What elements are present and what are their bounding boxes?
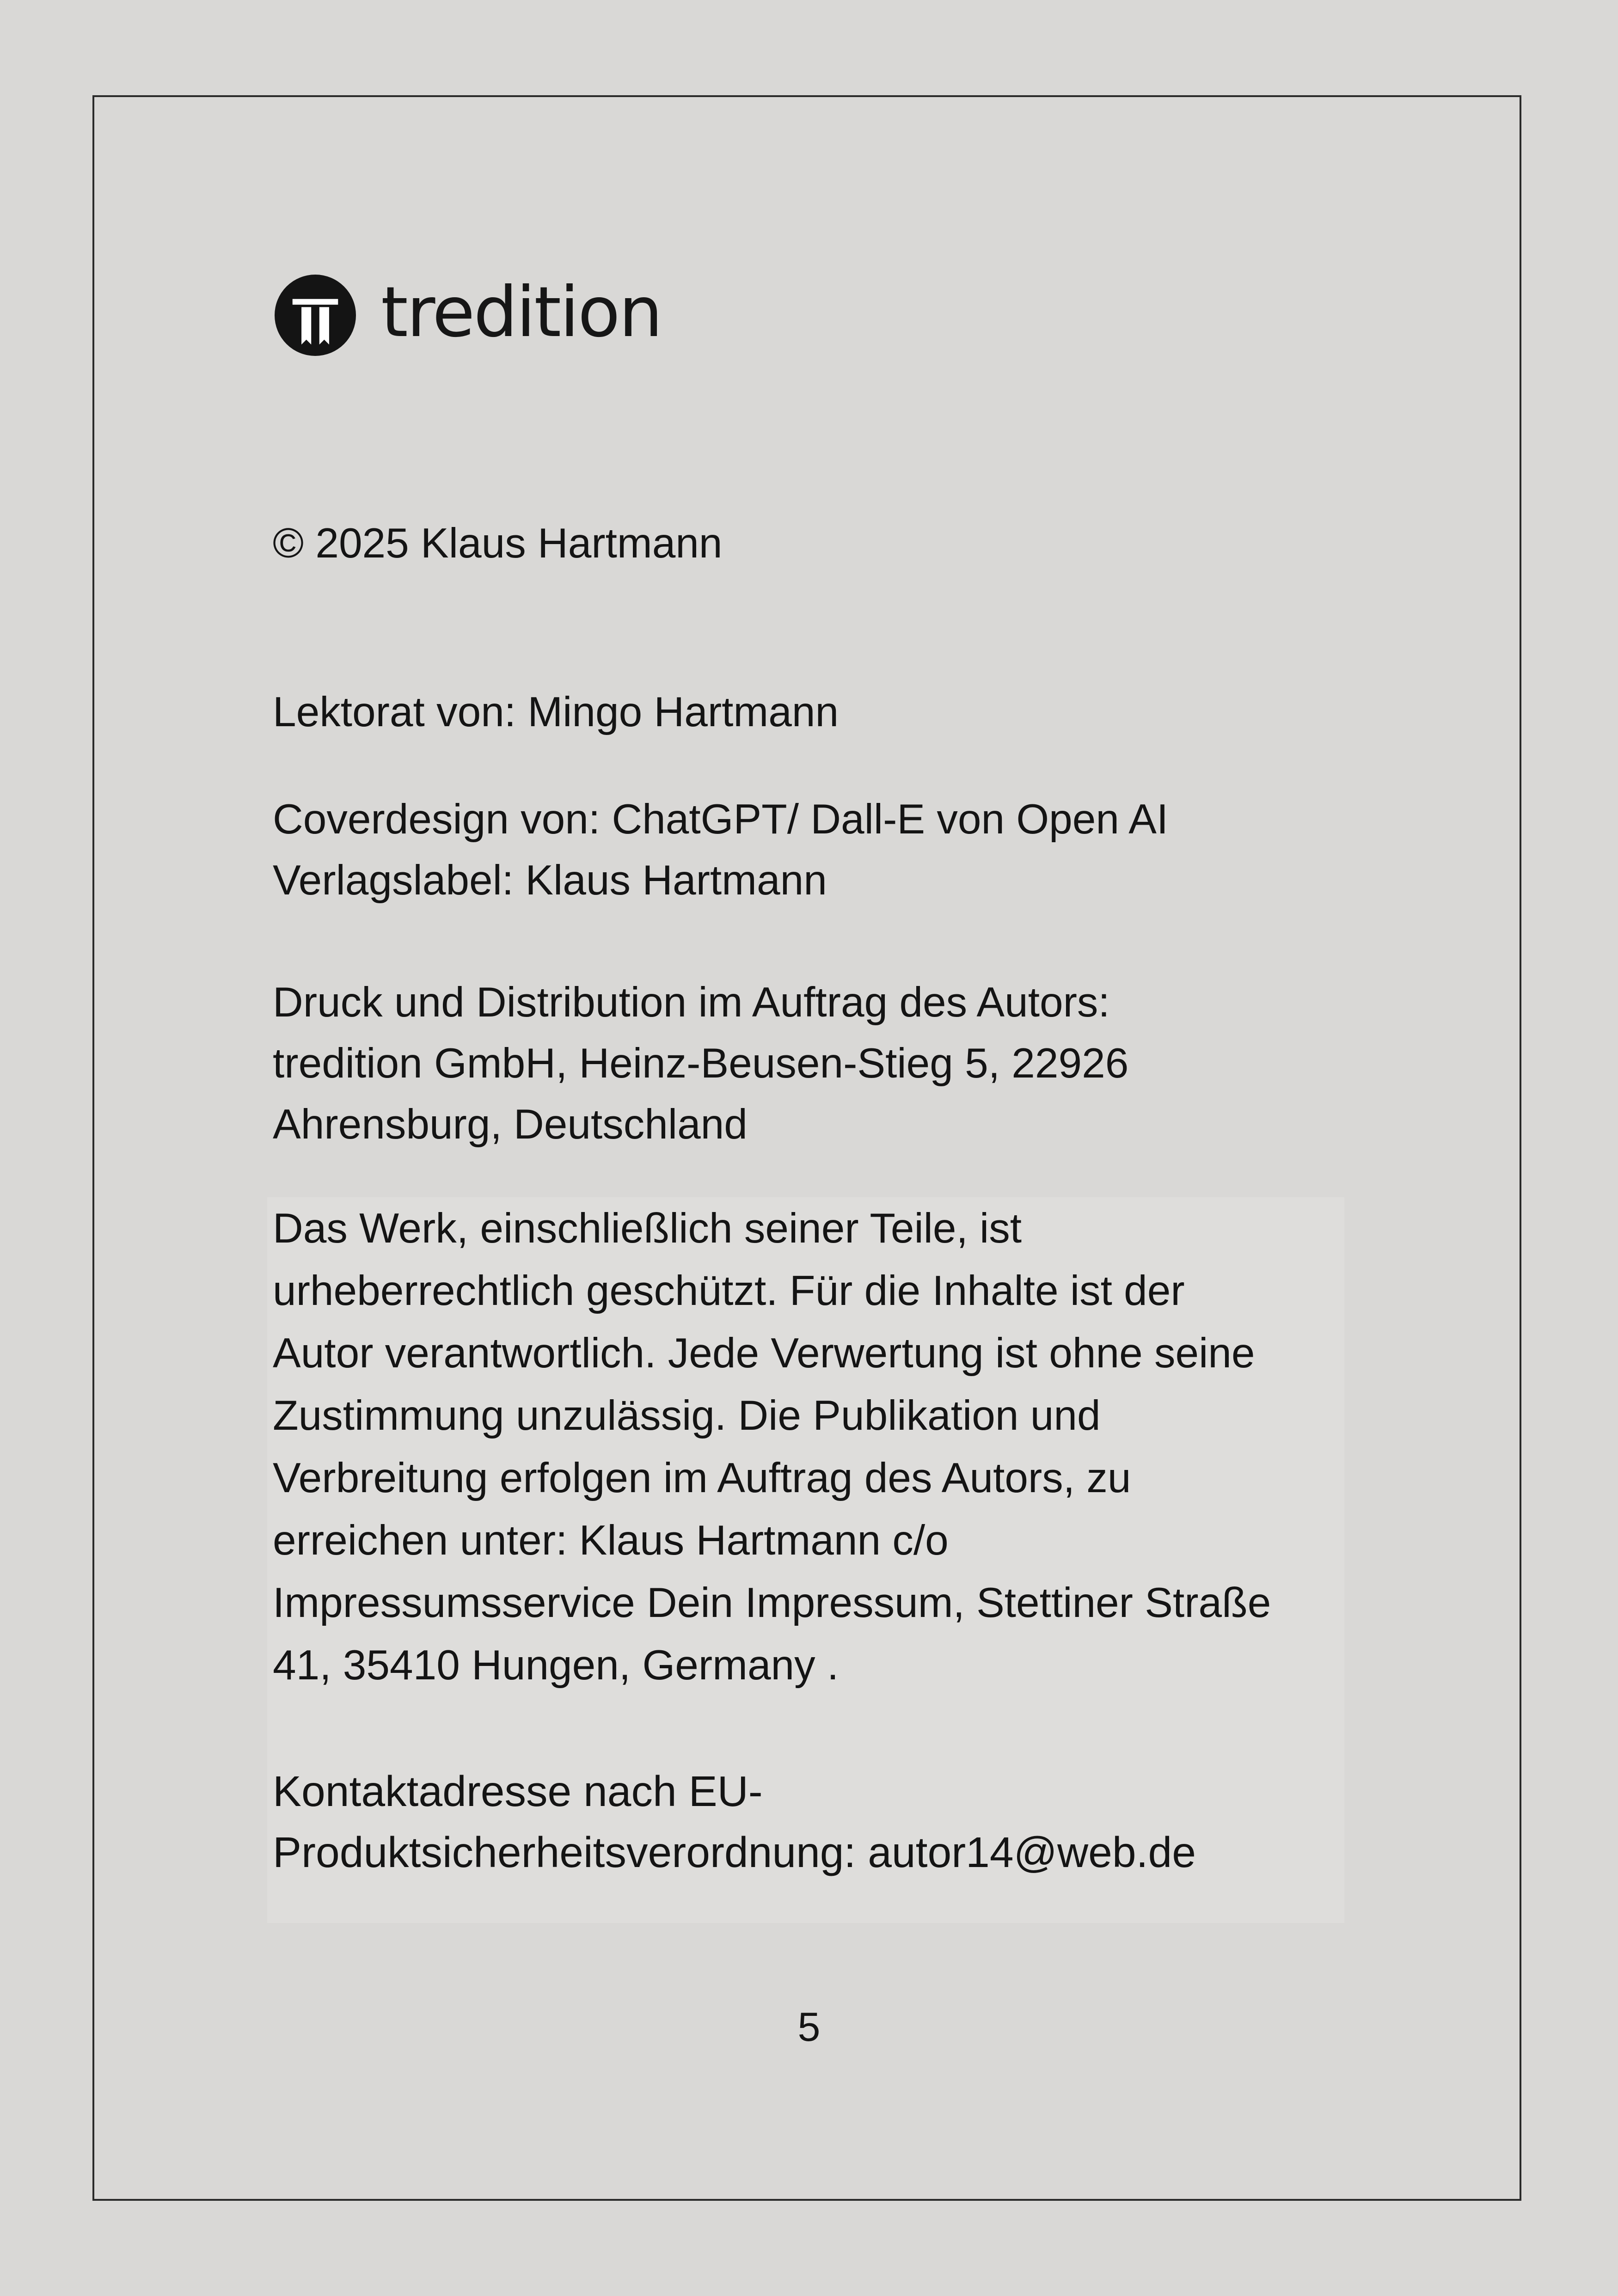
contact-address-block	[273, 1761, 1196, 1883]
text-line: tredition GmbH, Heinz-Beusen-Stieg 5, 22926	[273, 1040, 1129, 1087]
logo-wordmark: tredition	[381, 272, 662, 353]
print-distribution-block	[273, 972, 1128, 1155]
tredition-logo-icon	[275, 275, 356, 356]
copyright-notice-block	[273, 1197, 1271, 1696]
text-line: Autor verantwortlich. Jede Verwertung ist ohne seine	[273, 1330, 1255, 1377]
text-line: Zustimmung unzulässig. Die Publikation und	[273, 1392, 1101, 1439]
text-line: 41, 35410 Hungen, Germany .	[273, 1642, 839, 1689]
publisher-logo	[275, 274, 662, 357]
text-line: Das Werk, einschließlich seiner Teile, ist	[273, 1205, 1022, 1252]
text-line: urheberrechtlich geschützt. Für die Inhalte ist der	[273, 1267, 1185, 1314]
text-line: erreichen unter: Klaus Hartmann c/o	[273, 1517, 949, 1564]
text-line: Verbreitung erfolgen im Auftrag des Autors, zu	[273, 1455, 1131, 1501]
text-line: Impressumsservice Dein Impressum, Stettiner Straße	[273, 1580, 1271, 1626]
lektorat-line: Lektorat von: Mingo Hartmann	[273, 689, 839, 735]
text-line: Ahrensburg, Deutschland	[273, 1101, 748, 1148]
text-line: Kontaktadresse nach EU-	[273, 1767, 763, 1815]
page-number: 5	[797, 2004, 821, 2050]
cover-credits	[273, 789, 1168, 911]
text-line: Druck und Distribution im Auftrag des Autors:	[273, 979, 1110, 1026]
publisher-label-line: Verlagslabel: Klaus Hartmann	[273, 857, 827, 904]
copyright-line: © 2025 Klaus Hartmann	[273, 520, 723, 567]
text-line: Produktsicherheitsverordnung: autor14@web.de	[273, 1828, 1196, 1876]
cover-design-line: Coverdesign von: ChatGPT/ Dall-E von Open AI	[273, 796, 1169, 843]
